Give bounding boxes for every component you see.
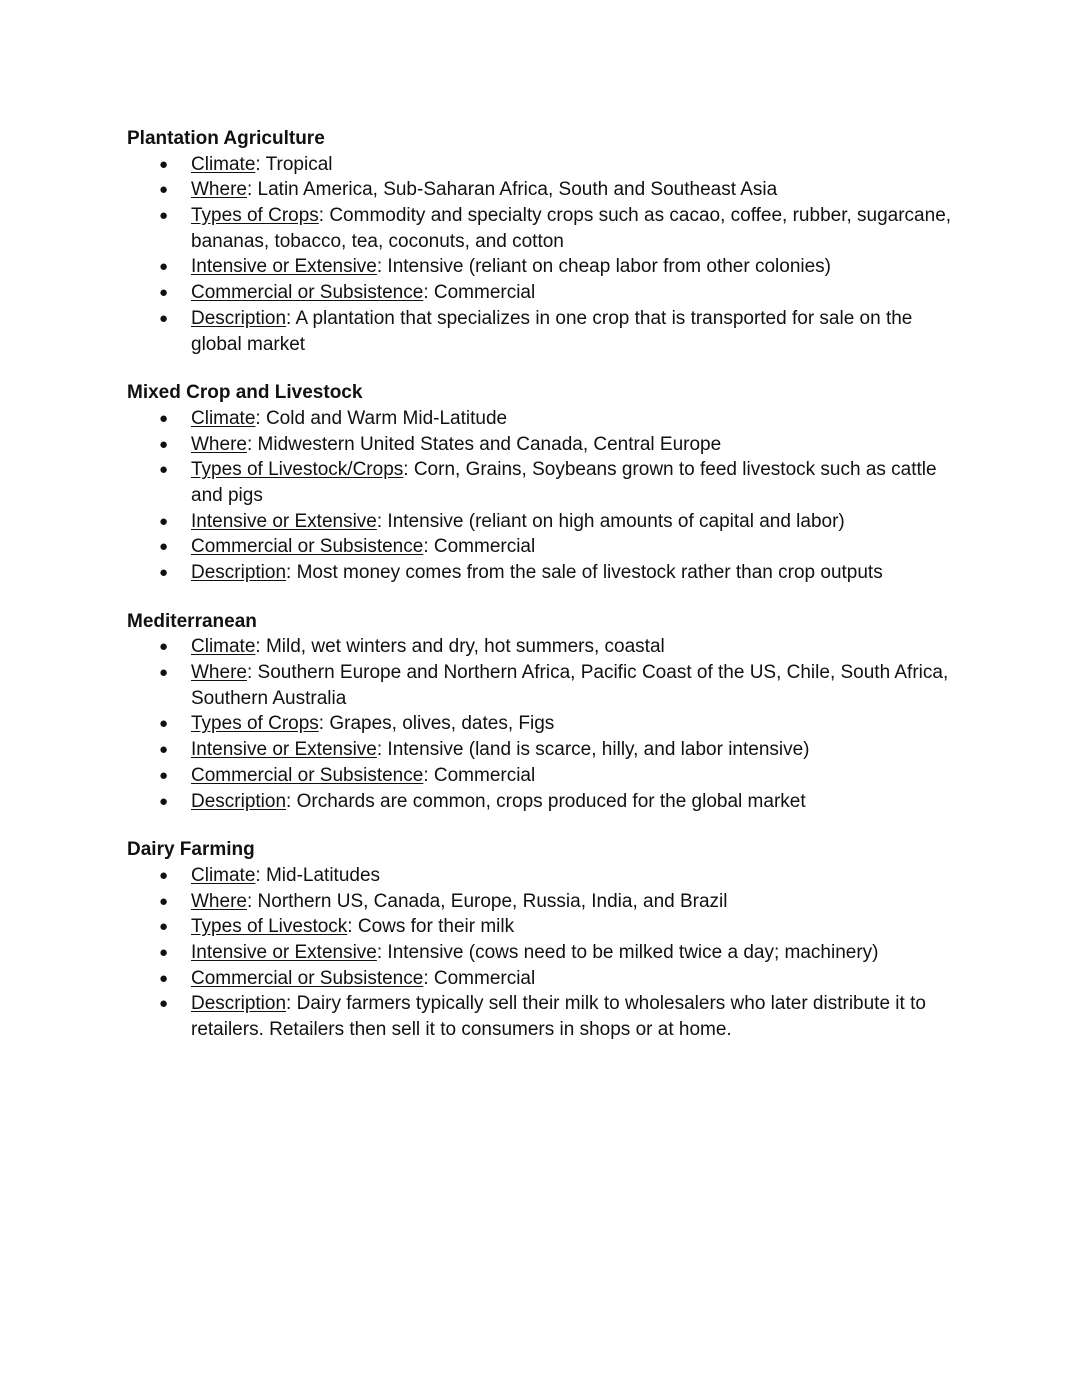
bullet-icon: ●: [159, 461, 169, 479]
item-text: : Mid-Latitudes: [255, 864, 381, 886]
section-title: Mixed Crop and Livestock: [127, 382, 363, 404]
list-item: [127, 940, 967, 966]
list-item: [127, 203, 967, 254]
list-item: [127, 889, 967, 915]
list-item: [127, 711, 967, 737]
bullet-icon: ●: [159, 564, 169, 582]
section-dairy-farming: [127, 837, 967, 1043]
list-item: [127, 660, 967, 711]
item-label: Climate: [191, 407, 256, 429]
item-text: : Intensive (reliant on cheap labor from other colonies): [376, 256, 832, 278]
bullet-icon: ●: [159, 943, 169, 961]
item-text: : Commercial: [423, 282, 536, 304]
list-item: [127, 634, 967, 660]
list-item: [127, 457, 967, 508]
item-label: Commercial or Subsistence: [191, 536, 424, 558]
item-label: Types of Crops: [191, 205, 319, 226]
item-label: Where: [191, 179, 247, 201]
item-text: : Grapes, olives, dates, Figs: [318, 713, 555, 735]
item-text: : Commercial: [423, 764, 536, 786]
bullet-icon: ●: [159, 435, 169, 453]
item-label: Description: [191, 790, 287, 812]
bullet-icon: ●: [159, 512, 169, 530]
list-item: [127, 763, 967, 789]
item-text: : Commercial: [423, 536, 536, 558]
list-item: [127, 432, 967, 458]
list-item: [127, 306, 967, 357]
item-text: : Dairy farmers typically sell their milk to wholesalers who later distribute it to retailers. Retailers then sell it to consumers in shops or at home.: [191, 993, 926, 1041]
item-label: Where: [191, 433, 247, 455]
item-label: Description: [191, 562, 287, 584]
item-text: : Intensive (reliant on high amounts of capital and labor): [376, 510, 845, 532]
bullet-icon: ●: [159, 181, 169, 199]
list-item: [127, 914, 967, 940]
bullet-list: [127, 863, 967, 1043]
list-item: [127, 789, 967, 815]
bullet-list: [127, 152, 967, 358]
item-label: Climate: [191, 153, 256, 175]
item-text: : A plantation that specializes in one crop that is transported for sale on the global market: [191, 307, 913, 355]
list-item: [127, 152, 967, 178]
list-item: [127, 406, 967, 432]
item-text: : Intensive (land is scarce, hilly, and labor intensive): [376, 739, 810, 761]
section-plantation-agriculture: [127, 126, 967, 357]
item-text: : Commodity and specialty crops such as cacao, coffee, rubber, sugarcane, bananas, tobacco, tea, coconuts, and cotton: [191, 205, 952, 252]
list-item: [127, 737, 967, 763]
item-label: Climate: [191, 636, 256, 658]
item-label: Types of Livestock: [191, 916, 348, 938]
bullet-icon: ●: [159, 309, 169, 327]
bullet-icon: ●: [159, 741, 169, 759]
list-item: [127, 991, 967, 1042]
item-label: Climate: [191, 864, 256, 886]
list-item: [127, 280, 967, 306]
bullet-icon: ●: [159, 892, 169, 910]
list-item: [127, 863, 967, 889]
bullet-icon: ●: [159, 638, 169, 656]
bullet-icon: ●: [159, 207, 169, 224]
bullet-icon: ●: [159, 715, 169, 733]
item-text: : Orchards are common, crops produced for the global market: [286, 790, 806, 812]
item-label: Types of Livestock/Crops: [191, 459, 404, 481]
item-text: : Northern US, Canada, Europe, Russia, India, and Brazil: [246, 890, 728, 912]
item-label: Intensive or Extensive: [191, 256, 377, 278]
item-label: Where: [191, 890, 247, 912]
bullet-list: [127, 634, 967, 814]
bullet-icon: ●: [159, 409, 169, 427]
item-label: Types of Crops: [191, 713, 319, 735]
section-title: Dairy Farming: [127, 839, 255, 861]
section-mediterranean: [127, 609, 967, 815]
item-label: Intensive or Extensive: [191, 739, 377, 761]
item-text: : Cold and Warm Mid-Latitude: [255, 407, 508, 429]
item-text: : Latin America, Sub-Saharan Africa, South and Southeast Asia: [246, 179, 778, 201]
item-text: : Commercial: [423, 967, 536, 989]
document-page: [127, 126, 967, 1066]
bullet-icon: ●: [159, 792, 169, 810]
section-mixed-crop-and-livestock: [127, 380, 967, 586]
item-text: : Midwestern United States and Canada, Central Europe: [246, 433, 722, 455]
list-item: [127, 560, 967, 586]
list-item: [127, 177, 967, 203]
item-label: Commercial or Subsistence: [191, 967, 424, 989]
item-label: Commercial or Subsistence: [191, 764, 424, 786]
item-label: Commercial or Subsistence: [191, 282, 424, 304]
item-text: : Intensive (cows need to be milked twice a day; machinery): [376, 941, 879, 963]
item-text: : Corn, Grains, Soybeans grown to feed livestock such as cattle and pigs: [191, 459, 937, 506]
item-label: Description: [191, 307, 287, 329]
bullet-icon: ●: [159, 284, 169, 302]
bullet-icon: ●: [159, 969, 169, 987]
list-item: [127, 534, 967, 560]
bullet-icon: ●: [159, 258, 169, 276]
item-text: : Most money comes from the sale of livestock rather than crop outputs: [286, 562, 883, 584]
item-label: Intensive or Extensive: [191, 941, 377, 963]
item-text: : Mild, wet winters and dry, hot summers, coastal: [255, 636, 665, 658]
bullet-icon: ●: [159, 866, 169, 884]
section-title: Mediterranean: [127, 610, 257, 632]
item-label: Description: [191, 993, 287, 1015]
item-text: : Tropical: [255, 153, 333, 175]
list-item: [127, 254, 967, 280]
item-label: Where: [191, 662, 247, 684]
bullet-icon: ●: [159, 995, 169, 1013]
item-text: : Southern Europe and Northern Africa, Pacific Coast of the US, Chile, South Africa, Southern Australia: [191, 662, 949, 709]
bullet-icon: ●: [159, 538, 169, 556]
bullet-icon: ●: [159, 766, 169, 784]
list-item: [127, 966, 967, 992]
bullet-list: [127, 406, 967, 586]
section-title: Plantation Agriculture: [127, 128, 325, 149]
item-label: Intensive or Extensive: [191, 510, 377, 532]
list-item: [127, 509, 967, 535]
bullet-icon: ●: [159, 664, 169, 682]
bullet-icon: ●: [159, 155, 169, 173]
bullet-icon: ●: [159, 918, 169, 936]
item-text: : Cows for their milk: [347, 916, 515, 938]
